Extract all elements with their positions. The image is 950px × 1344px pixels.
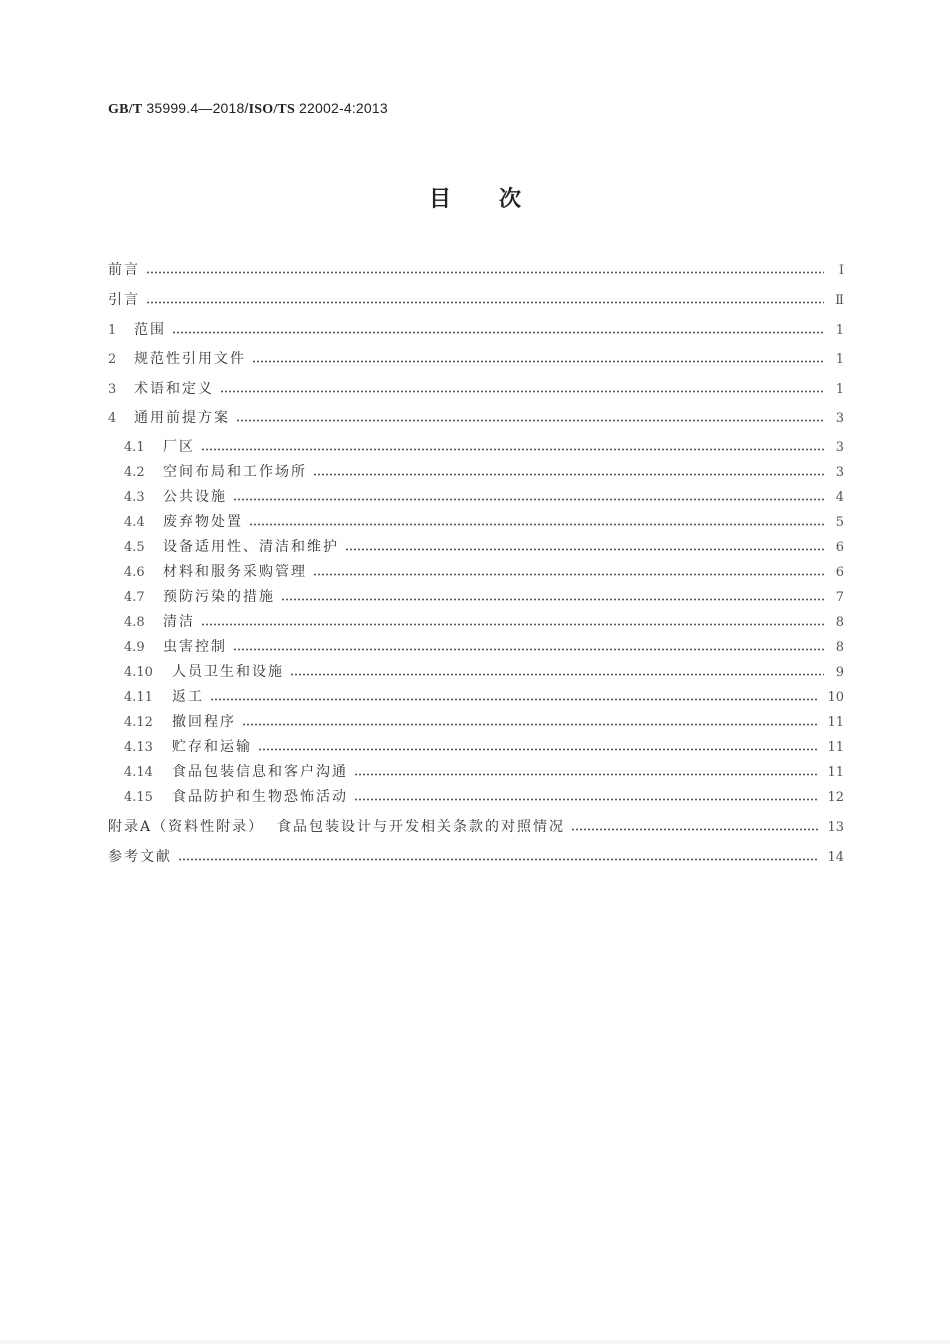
dot-leader bbox=[242, 723, 819, 726]
dot-leader bbox=[571, 828, 819, 831]
toc-entry-foreword[interactable] bbox=[108, 260, 844, 280]
toc-entry-label: 食品防护和生物恐怖活动 bbox=[172, 789, 348, 805]
toc-page-number: 1 bbox=[835, 382, 844, 397]
toc-page-number: 3 bbox=[835, 411, 844, 426]
toc-entry-annex-a[interactable] bbox=[108, 817, 844, 837]
toc-entry-number: 4.7 bbox=[124, 590, 145, 605]
toc-entry-4-2[interactable] bbox=[124, 462, 844, 482]
toc-entry-4-11[interactable] bbox=[124, 687, 844, 707]
toc-entry-bibliography[interactable] bbox=[108, 847, 844, 867]
dot-leader bbox=[146, 271, 824, 274]
toc-entry-label: 空间布局和工作场所 bbox=[163, 464, 307, 480]
toc-page-number: 8 bbox=[835, 640, 844, 655]
toc-entry-4-4[interactable] bbox=[124, 512, 844, 532]
toc-entry-4-12[interactable] bbox=[124, 712, 844, 732]
dot-leader bbox=[172, 331, 824, 334]
dot-leader bbox=[146, 301, 824, 304]
dot-leader bbox=[220, 390, 824, 393]
dot-leader bbox=[201, 623, 824, 626]
toc-entry-number: 4.11 bbox=[124, 690, 153, 705]
toc-entry-number: 4 bbox=[108, 411, 117, 426]
toc-entry-4-8[interactable] bbox=[124, 612, 844, 632]
iso-prefix: ISO/TS bbox=[248, 102, 295, 117]
toc-entry-label: 公共设施 bbox=[163, 489, 227, 505]
toc-page-number: 11 bbox=[827, 715, 844, 730]
toc-entry-number: 4.2 bbox=[124, 465, 145, 480]
standard-number-header bbox=[108, 100, 388, 118]
toc-entry-2[interactable] bbox=[108, 349, 844, 369]
toc-entry-number: 4.8 bbox=[124, 615, 145, 630]
dot-leader bbox=[252, 360, 824, 363]
toc-entry-4-1[interactable] bbox=[124, 437, 844, 457]
toc-page-number: 11 bbox=[827, 765, 844, 780]
toc-entry-number: 4.1 bbox=[124, 440, 145, 455]
toc-entry-4-5[interactable] bbox=[124, 537, 844, 557]
toc-entry-4-14[interactable] bbox=[124, 762, 844, 782]
toc-entry-4[interactable] bbox=[108, 408, 844, 428]
toc-entry-label: 规范性引用文件 bbox=[134, 351, 246, 367]
toc-page-number: 1 bbox=[835, 352, 844, 367]
toc-entry-label: 厂区 bbox=[163, 439, 195, 455]
toc-entry-label: 设备适用性、清洁和维护 bbox=[163, 539, 339, 555]
toc-page-number: 14 bbox=[827, 850, 844, 865]
toc-entry-3[interactable] bbox=[108, 379, 844, 399]
toc-entry-number: 4.15 bbox=[124, 790, 153, 805]
toc-entry-label: 返工 bbox=[172, 689, 204, 705]
toc-entry-4-13[interactable] bbox=[124, 737, 844, 757]
toc-page-number: Ⅱ bbox=[835, 293, 844, 308]
toc-page-number: Ⅰ bbox=[838, 263, 844, 278]
toc-entry-introduction[interactable] bbox=[108, 290, 844, 310]
toc-entry-number: 4.12 bbox=[124, 715, 153, 730]
dot-leader bbox=[233, 648, 824, 651]
toc-entry-number: 4.3 bbox=[124, 490, 145, 505]
dot-leader bbox=[345, 548, 824, 551]
toc-page-number: 5 bbox=[835, 515, 844, 530]
dot-leader bbox=[258, 748, 819, 751]
dot-leader bbox=[233, 498, 824, 501]
toc-entry-label: 食品包装信息和客户沟通 bbox=[172, 764, 348, 780]
toc-entry-label: 虫害控制 bbox=[163, 639, 227, 655]
toc-entry-4-6[interactable] bbox=[124, 562, 844, 582]
toc-entry-4-10[interactable] bbox=[124, 662, 844, 682]
toc-entry-4-3[interactable] bbox=[124, 487, 844, 507]
toc-entry-label: 人员卫生和设施 bbox=[172, 664, 284, 680]
toc-entry-number: 4.14 bbox=[124, 765, 153, 780]
dot-leader bbox=[249, 523, 824, 526]
toc-entry-4-15[interactable] bbox=[124, 787, 844, 807]
toc-page-number: 3 bbox=[835, 465, 844, 480]
toc-entry-label: 范围 bbox=[134, 322, 166, 338]
toc-page-number: 12 bbox=[827, 790, 844, 805]
toc-entry-number: 4.5 bbox=[124, 540, 145, 555]
dot-leader bbox=[354, 798, 819, 801]
toc-page-number: 6 bbox=[835, 540, 844, 555]
dot-leader bbox=[281, 598, 824, 601]
toc-entry-number: 4.4 bbox=[124, 515, 145, 530]
toc-entry-label: 贮存和运输 bbox=[172, 739, 252, 755]
toc-entry-number: 4.10 bbox=[124, 665, 153, 680]
toc-entry-number: 4.13 bbox=[124, 740, 153, 755]
toc-entry-number: 2 bbox=[108, 352, 117, 367]
toc-entry-label: 术语和定义 bbox=[134, 381, 214, 397]
toc-entry-label: 撤回程序 bbox=[172, 714, 236, 730]
dot-leader bbox=[201, 448, 824, 451]
toc-entry-label: 参考文献 bbox=[108, 849, 172, 865]
toc-entry-label: 通用前提方案 bbox=[134, 410, 230, 426]
toc-entry-number: 4.9 bbox=[124, 640, 145, 655]
toc-page-number: 13 bbox=[827, 820, 844, 835]
toc-entry-1[interactable] bbox=[108, 320, 844, 340]
toc-entry-number: 1 bbox=[108, 323, 117, 338]
toc-entry-label: 材料和服务采购管理 bbox=[163, 564, 307, 580]
toc-entry-number: 3 bbox=[108, 382, 117, 397]
page-bottom-edge bbox=[0, 1340, 950, 1344]
toc-entry-label: 清洁 bbox=[163, 614, 195, 630]
toc-page-number: 11 bbox=[827, 740, 844, 755]
iso-number: 22002-4:2013 bbox=[299, 100, 388, 116]
toc-page-number: 8 bbox=[835, 615, 844, 630]
dot-leader bbox=[178, 858, 819, 861]
toc-entry-label: 引言 bbox=[108, 292, 140, 308]
dot-leader bbox=[313, 573, 824, 576]
toc-page-number: 10 bbox=[827, 690, 844, 705]
toc-page-number: 9 bbox=[835, 665, 844, 680]
toc-page-number: 6 bbox=[835, 565, 844, 580]
toc-entry-label: 前言 bbox=[108, 262, 140, 278]
dot-leader bbox=[354, 773, 819, 776]
toc-page-number: 1 bbox=[835, 323, 844, 338]
toc-entry-label: 废弃物处置 bbox=[163, 514, 243, 530]
toc-page-number: 7 bbox=[835, 590, 844, 605]
toc-entry-4-9[interactable] bbox=[124, 637, 844, 657]
page-title: 目次 bbox=[428, 187, 569, 212]
toc-entry-label: 附录A（资料性附录） 食品包装设计与开发相关条款的对照情况 bbox=[108, 819, 566, 835]
standard-prefix: GB/T bbox=[108, 102, 143, 117]
toc-entry-label: 预防污染的措施 bbox=[163, 589, 275, 605]
dot-leader bbox=[313, 473, 824, 476]
toc-page-number: 3 bbox=[835, 440, 844, 455]
toc-entry-number: 4.6 bbox=[124, 565, 145, 580]
dot-leader bbox=[236, 419, 824, 422]
standard-main-number: 35999.4—2018/ bbox=[146, 100, 249, 116]
toc-entry-4-7[interactable] bbox=[124, 587, 844, 607]
dot-leader bbox=[210, 698, 819, 701]
toc-page-number: 4 bbox=[835, 490, 844, 505]
dot-leader bbox=[290, 673, 824, 676]
